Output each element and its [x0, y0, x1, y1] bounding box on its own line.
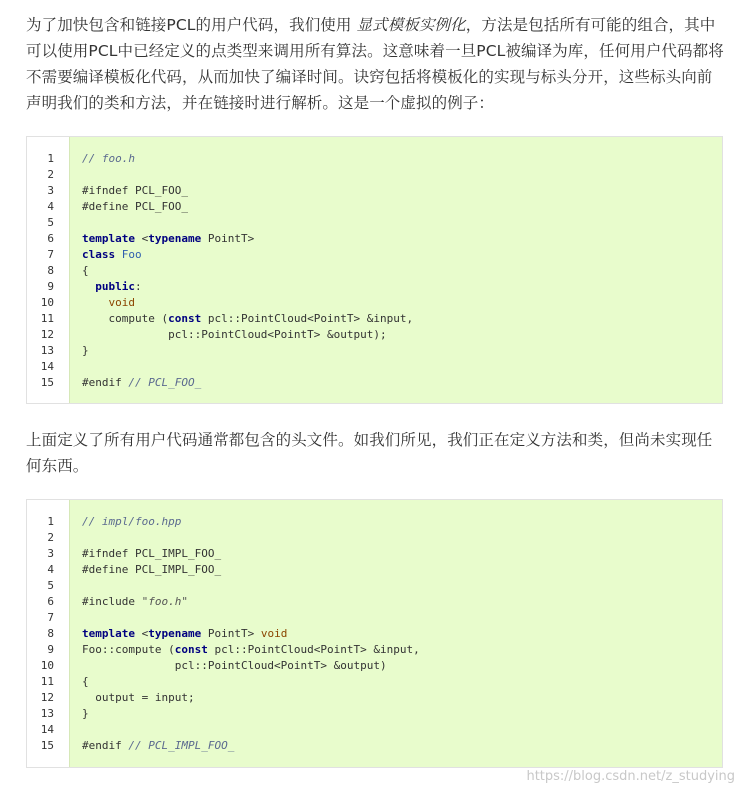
line-number: 10: [40, 659, 54, 672]
code-keyword: const: [168, 312, 202, 325]
code-line-6: [82, 594, 188, 610]
code-text: <: [134, 627, 149, 640]
line-number: 9: [47, 280, 54, 293]
code-keyword: class: [82, 248, 116, 261]
intro-text-start: 为了加快包含和链接PCL的用户代码，我们使用: [26, 16, 357, 34]
line-number: 5: [47, 216, 54, 229]
code-type: void: [260, 627, 288, 640]
line-number: 15: [40, 376, 54, 389]
code-text: #ifndef PCL_IMPL_FOO_: [82, 547, 222, 560]
code-text: pcl::PointCloud<PointT> &output);: [82, 328, 387, 341]
header-explanation-paragraph: 上面定义了所有用户代码通常都包含的头文件。如我们所见，我们正在定义方法和类，但尚未实现任何东西。: [26, 431, 713, 475]
line-number: 7: [47, 248, 54, 261]
intro-emphasis: 显式模板实例化: [356, 16, 466, 34]
line-number: 8: [47, 264, 54, 277]
code-line-10: [82, 295, 135, 311]
code-line-12: [82, 327, 387, 343]
code-text: pcl::PointCloud<PointT> &input,: [201, 312, 414, 325]
code-keyword: const: [174, 643, 208, 656]
code-line-11: [82, 311, 413, 327]
code-comment: // PCL_IMPL_FOO_: [128, 739, 235, 752]
code-text: #define PCL_FOO_: [82, 200, 188, 213]
line-number: 13: [40, 344, 54, 357]
code-line-8: [82, 626, 287, 642]
code-keyword: public: [82, 280, 135, 293]
code-line-4: [82, 199, 188, 215]
code-keyword: typename: [148, 627, 202, 640]
line-number: 14: [40, 723, 54, 736]
code-block-foo-h: [26, 136, 723, 404]
code-line-10: [82, 658, 387, 674]
line-number: 11: [40, 312, 54, 325]
line-number: 14: [40, 360, 54, 373]
code-keyword: typename: [148, 232, 202, 245]
code-string: "foo.h": [141, 595, 188, 608]
code-line-1: [82, 514, 181, 530]
code-keyword: template: [82, 232, 135, 245]
code-text: {: [82, 264, 89, 277]
code-area: [69, 137, 722, 403]
code-text: #ifndef PCL_FOO_: [82, 184, 188, 197]
line-number: 7: [47, 611, 54, 624]
line-number: 2: [47, 168, 54, 181]
line-number: 13: [40, 707, 54, 720]
code-text: :: [134, 280, 142, 293]
line-number: 6: [47, 232, 54, 245]
code-text: }: [82, 344, 89, 357]
code-area: [69, 500, 722, 767]
line-number: 1: [47, 515, 54, 528]
line-number: 3: [47, 184, 54, 197]
code-text: compute (: [82, 312, 169, 325]
code-line-8: [82, 263, 89, 279]
code-class-name: Foo: [115, 248, 142, 261]
code-text: pcl::PointCloud<PointT> &output): [82, 659, 387, 672]
code-text: PointT>: [201, 627, 261, 640]
code-line-9: [82, 279, 142, 295]
code-comment: // impl/foo.hpp: [82, 515, 182, 528]
code-type: void: [82, 296, 135, 309]
code-line-13: [82, 706, 89, 722]
line-number-gutter: [27, 137, 69, 403]
code-line-9: [82, 642, 420, 658]
code-text: output = input;: [82, 691, 195, 704]
code-line-7: [82, 247, 142, 263]
code-text: Foo::compute (: [82, 643, 175, 656]
intro-paragraph: [26, 12, 726, 116]
code-comment: // PCL_FOO_: [128, 376, 202, 389]
code-comment: // foo.h: [82, 152, 135, 165]
line-number: 4: [47, 200, 54, 213]
code-text: {: [82, 675, 89, 688]
code-text: }: [82, 707, 89, 720]
code-text: #define PCL_IMPL_FOO_: [82, 563, 222, 576]
code-text: PointT>: [201, 232, 255, 245]
line-number-gutter: [27, 500, 69, 767]
code-line-13: [82, 343, 89, 359]
code-block-impl-foo-hpp: [26, 499, 723, 768]
code-text: <: [134, 232, 149, 245]
watermark: https://blog.csdn.net/z_studying: [526, 769, 735, 784]
code-line-11: [82, 674, 89, 690]
line-number: 9: [47, 643, 54, 656]
line-number: 6: [47, 595, 54, 608]
line-number: 15: [40, 739, 54, 752]
code-line-15: [82, 738, 234, 754]
line-number: 12: [40, 691, 54, 704]
code-keyword: template: [82, 627, 135, 640]
line-number: 1: [47, 152, 54, 165]
line-number: 10: [40, 296, 54, 309]
code-text: #endif: [82, 739, 129, 752]
code-line-1: [82, 151, 135, 167]
code-line-3: [82, 546, 221, 562]
intro-text-end: ，方法是包括所有可能的组合，其中可以使用PCL中已经定义的点类型来调用所有算法。这意味着一旦PCL被编译为库，任何用户代码都将不需要编译模板化代码，从而加快了编译时间。诀窍包括将模板化的实现与标头分开，这些标头向前声明我们的类和方法，并在链接时进行解析。这是一个虚拟的例子：: [26, 16, 724, 112]
line-number: 4: [47, 563, 54, 576]
line-number: 8: [47, 627, 54, 640]
line-number: 5: [47, 579, 54, 592]
code-text: #endif: [82, 376, 129, 389]
code-line-15: [82, 375, 201, 391]
line-number: 3: [47, 547, 54, 560]
code-line-3: [82, 183, 188, 199]
code-text: #include: [82, 595, 142, 608]
code-text: pcl::PointCloud<PointT> &input,: [207, 643, 420, 656]
line-number: 12: [40, 328, 54, 341]
line-number: 2: [47, 531, 54, 544]
line-number: 11: [40, 675, 54, 688]
code-line-6: [82, 231, 254, 247]
code-line-12: [82, 690, 195, 706]
code-line-4: [82, 562, 221, 578]
